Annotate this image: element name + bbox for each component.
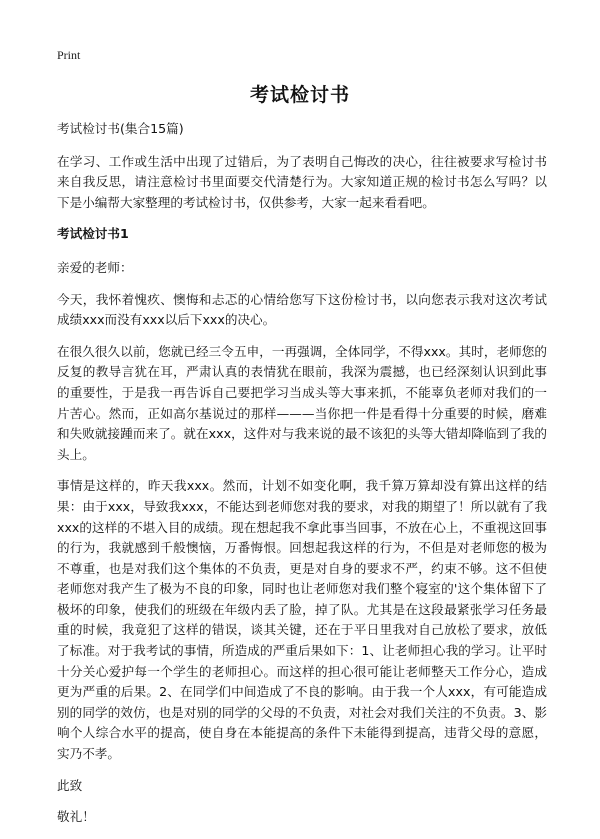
closing-salute: 敬礼！ [57,809,95,825]
closing-line: 此致 [57,777,83,793]
document-title: 考试检讨书 [249,84,350,106]
body-paragraph: 事情是这样的，昨天我xxx。然而，计划不如变化啊，我千算万算却没有算出这样的结果：由于xxx，导致我xxx，不能达到老师您对我的要求，对我的期望了！所以就有了我xxx的这样的不堪入目的成绩。现在想起我不拿此事当回事，不放在心上，不重视这回事的行为，我就感到千般懊恼，万番悔恨。回想起我这样的行为，不但是对老师您的极为不尊重，也是对我们这个集体的不负责，更是对自身的要求不严，约束不够。这不但使老师您对我产生了极为不良的印象，同时也让老师您对我们整个寝室的'这个集体留下了极坏的印象，使我们的班级在年级内丢了脸，掉了队。尤其是在这段最紧张学习任务最重的时候，我竟犯了这样的错误，谈其关键，还在于平日里我对自己放松了要求，放低了标准。对于我考试的事情，所造成的严重后果如下：1、让老师担心我的学习。让平时十分关心爱护每一个学生的老师担心。而这样的担心很可能让老师整天工作分心，造成更为严重的后果。2、在同学们中间造成了不良的影响。由于我一个人xxx，有可能造成别的同学的效仿，也是对别的同学的父母的不负责，对社会对我们关注的不负责。3、影响个人综合水平的提高，使自身在本能提高的条件下未能得到提高，违背父母的意愿，实乃不孝。 [57,478,547,762]
salutation: 亲爱的老师： [57,259,133,275]
body-paragraph: 在很久很久以前，您就已经三令五申，一再强调，全体同学，不得xxx。其时，老师您的反复的教导言犹在耳，严肃认真的表情犹在眼前，我深为震撼，也已经深刻认识到此事的重要性，于是我一再告诉自己要把学习当成头等大事来抓，不能辜负老师对我们的一片苦心。然而，正如高尔基说过的那样———当你把一件是看得十分重要的时候，磨难和失败就接踵而来了。就在xxx，这件对与我来说的最不该犯的头等大错却降临到了我的头上。 [57,343,547,462]
intro-paragraph: 在学习、工作或生活中出现了过错后，为了表明自己悔改的决心，往往被要求写检讨书来自我反思，请注意检讨书里面要交代清楚行为。大家知道正规的检讨书怎么写吗？以下是小编帮大家整理的考试检讨书，仅供参考，大家一起来看看吧。 [57,153,547,210]
document-body [57,119,547,839]
section-heading: 考试检讨书1 [57,226,129,242]
body-paragraph: 今天，我怀着愧疚、懊悔和忐忑的心情给您写下这份检讨书，以向您表示我对这次考试成绩xxx而没有xxx以后下xxx的决心。 [57,291,547,328]
print-link[interactable]: Print [57,48,81,62]
document-subtitle: 考试检讨书(集合15篇) [57,121,184,136]
